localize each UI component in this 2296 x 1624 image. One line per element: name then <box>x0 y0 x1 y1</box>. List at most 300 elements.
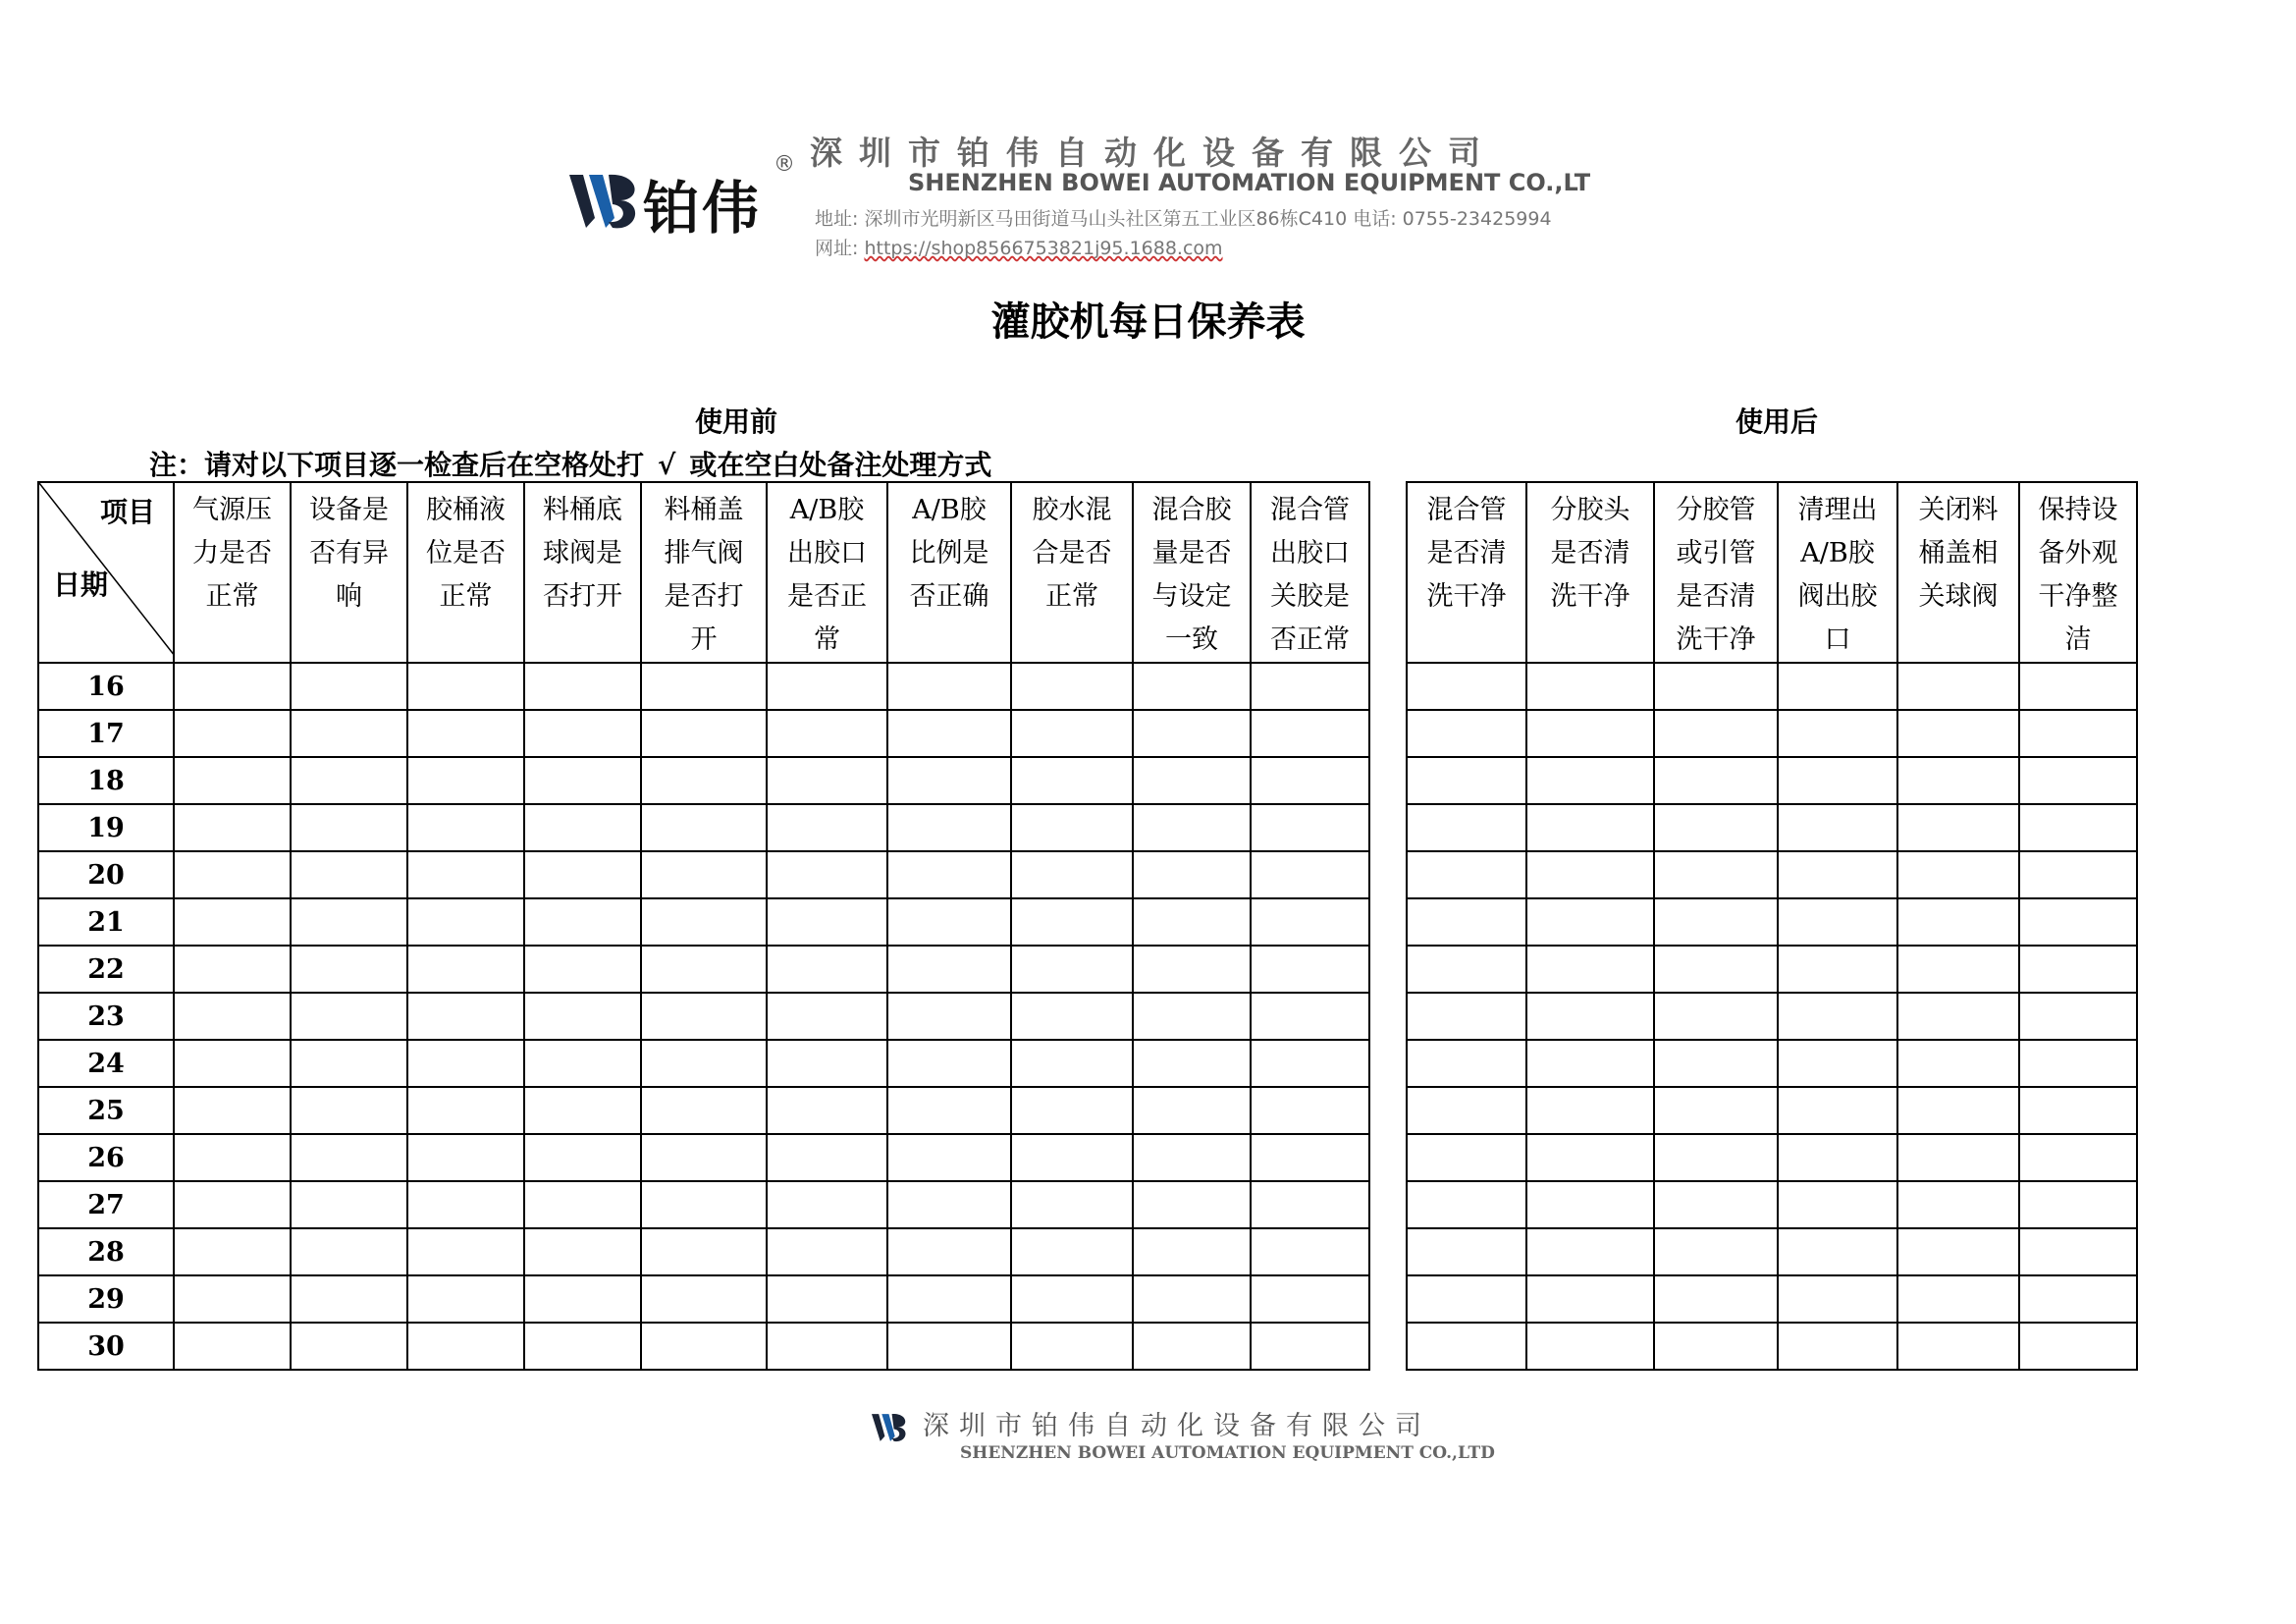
check-cell[interactable] <box>1897 1181 2019 1228</box>
check-cell[interactable] <box>291 1181 407 1228</box>
check-cell[interactable] <box>1654 851 1778 898</box>
check-cell[interactable] <box>291 1087 407 1134</box>
check-cell[interactable] <box>767 663 887 710</box>
check-cell[interactable] <box>767 1228 887 1275</box>
check-cell[interactable] <box>524 1134 641 1181</box>
check-cell[interactable] <box>524 993 641 1040</box>
check-cell[interactable] <box>291 663 407 710</box>
check-cell[interactable] <box>1133 898 1251 946</box>
check-cell[interactable] <box>1407 1181 1526 1228</box>
table-row <box>1407 1040 2137 1087</box>
column-header <box>1407 482 1526 663</box>
column-header-line: 保持设 <box>2038 495 2118 525</box>
check-cell[interactable] <box>1251 851 1369 898</box>
check-cell[interactable] <box>1654 1275 1778 1323</box>
check-cell[interactable] <box>887 1134 1011 1181</box>
check-cell[interactable] <box>1526 1228 1654 1275</box>
check-cell[interactable] <box>524 898 641 946</box>
check-cell[interactable] <box>1133 993 1251 1040</box>
column-header <box>407 482 524 663</box>
website-link[interactable]: https://shop8566753821j95.1688.com <box>864 238 1223 259</box>
date-cell: 28 <box>38 1228 174 1275</box>
check-cell[interactable] <box>407 1275 524 1323</box>
check-cell[interactable] <box>1011 1040 1133 1087</box>
column-header-line: 球阀是 <box>543 538 622 568</box>
check-cell[interactable] <box>1526 1181 1654 1228</box>
check-cell[interactable] <box>1407 898 1526 946</box>
column-header-line: 排气阀 <box>664 538 744 568</box>
column-header-line: 混合管 <box>1270 495 1350 525</box>
column-header-line: 或引管 <box>1676 538 1756 568</box>
column-header-line: 设备是 <box>309 495 389 525</box>
check-cell[interactable] <box>1897 1040 2019 1087</box>
check-cell[interactable] <box>407 710 524 757</box>
check-cell[interactable] <box>1897 1228 2019 1275</box>
check-cell[interactable] <box>1133 1275 1251 1323</box>
check-cell[interactable] <box>767 1181 887 1228</box>
check-cell[interactable] <box>1407 851 1526 898</box>
check-cell[interactable] <box>1011 946 1133 993</box>
date-cell: 30 <box>38 1323 174 1370</box>
check-cell[interactable] <box>1778 710 1897 757</box>
check-cell[interactable] <box>1251 1323 1369 1370</box>
check-cell[interactable] <box>2019 1181 2137 1228</box>
check-cell[interactable] <box>767 804 887 851</box>
check-cell[interactable] <box>1133 946 1251 993</box>
check-cell[interactable] <box>1133 1134 1251 1181</box>
check-cell[interactable] <box>174 946 291 993</box>
check-cell[interactable] <box>2019 1228 2137 1275</box>
check-cell[interactable] <box>1251 1040 1369 1087</box>
check-cell[interactable] <box>1407 1275 1526 1323</box>
check-cell[interactable] <box>1897 993 2019 1040</box>
table-row <box>38 1323 1369 1370</box>
check-cell[interactable] <box>1778 1087 1897 1134</box>
column-header-line: 关闭料 <box>1918 495 1999 525</box>
check-cell[interactable] <box>524 663 641 710</box>
check-cell[interactable] <box>524 946 641 993</box>
check-cell[interactable] <box>767 1040 887 1087</box>
check-cell[interactable] <box>641 851 767 898</box>
date-cell: 27 <box>38 1181 174 1228</box>
check-cell[interactable] <box>407 663 524 710</box>
check-cell[interactable] <box>641 804 767 851</box>
check-cell[interactable] <box>407 1134 524 1181</box>
check-cell[interactable] <box>1654 946 1778 993</box>
check-cell[interactable] <box>1897 851 2019 898</box>
check-cell[interactable] <box>407 898 524 946</box>
check-cell[interactable] <box>1778 946 1897 993</box>
check-cell[interactable] <box>1897 1323 2019 1370</box>
column-header-line: 关球阀 <box>1918 581 1999 612</box>
check-cell[interactable] <box>1133 851 1251 898</box>
section-label-after-use: 使用后 <box>1735 406 1818 438</box>
check-cell[interactable] <box>2019 851 2137 898</box>
check-cell[interactable] <box>407 1087 524 1134</box>
check-cell[interactable] <box>767 851 887 898</box>
check-cell[interactable] <box>1011 804 1133 851</box>
check-cell[interactable] <box>767 898 887 946</box>
check-cell[interactable] <box>641 710 767 757</box>
check-cell[interactable] <box>1654 663 1778 710</box>
column-header-line: 正常 <box>1045 581 1098 612</box>
check-cell[interactable] <box>1133 663 1251 710</box>
check-cell[interactable] <box>174 1087 291 1134</box>
check-cell[interactable] <box>2019 898 2137 946</box>
check-cell[interactable] <box>1778 851 1897 898</box>
check-cell[interactable] <box>887 993 1011 1040</box>
bowei-logo-icon <box>569 167 638 236</box>
check-cell[interactable] <box>2019 1134 2137 1181</box>
column-header-line: 备外观 <box>2038 538 2118 568</box>
company-name-cn: 深圳市铂伟自动化设备有限公司 <box>810 134 1497 172</box>
check-cell[interactable] <box>767 1087 887 1134</box>
check-cell[interactable] <box>2019 993 2137 1040</box>
check-cell[interactable] <box>1251 1228 1369 1275</box>
check-cell[interactable] <box>1407 757 1526 804</box>
check-cell[interactable] <box>767 1323 887 1370</box>
check-cell[interactable] <box>1778 1228 1897 1275</box>
check-cell[interactable] <box>524 1040 641 1087</box>
registered-mark: ® <box>774 152 795 177</box>
check-cell[interactable] <box>767 757 887 804</box>
check-cell[interactable] <box>1526 851 1654 898</box>
check-cell[interactable] <box>174 851 291 898</box>
check-cell[interactable] <box>887 1087 1011 1134</box>
table-row <box>38 757 1369 804</box>
check-cell[interactable] <box>1778 663 1897 710</box>
check-cell[interactable] <box>2019 663 2137 710</box>
check-cell[interactable] <box>1011 898 1133 946</box>
check-cell[interactable] <box>1133 804 1251 851</box>
check-cell[interactable] <box>524 1181 641 1228</box>
check-cell[interactable] <box>1897 710 2019 757</box>
check-cell[interactable] <box>1011 663 1133 710</box>
check-cell[interactable] <box>1251 804 1369 851</box>
check-cell[interactable] <box>291 898 407 946</box>
check-cell[interactable] <box>291 851 407 898</box>
check-cell[interactable] <box>2019 710 2137 757</box>
check-cell[interactable] <box>174 663 291 710</box>
table-row <box>38 710 1369 757</box>
check-cell[interactable] <box>1654 1134 1778 1181</box>
check-cell[interactable] <box>1407 1323 1526 1370</box>
check-cell[interactable] <box>1133 1040 1251 1087</box>
check-cell[interactable] <box>291 1323 407 1370</box>
check-cell[interactable] <box>1897 1275 2019 1323</box>
check-cell[interactable] <box>1251 1134 1369 1181</box>
column-header-line: 力是否 <box>192 538 272 568</box>
check-cell[interactable] <box>1251 898 1369 946</box>
check-cell[interactable] <box>1407 663 1526 710</box>
table-row <box>1407 1228 2137 1275</box>
check-cell[interactable] <box>1251 1087 1369 1134</box>
check-cell[interactable] <box>1011 1323 1133 1370</box>
column-header-line: 是否打 <box>664 581 744 612</box>
check-cell[interactable] <box>407 1323 524 1370</box>
check-cell[interactable] <box>174 804 291 851</box>
check-cell[interactable] <box>1654 757 1778 804</box>
check-cell[interactable] <box>407 757 524 804</box>
check-cell[interactable] <box>291 757 407 804</box>
check-cell[interactable] <box>1133 1181 1251 1228</box>
check-cell[interactable] <box>1897 804 2019 851</box>
check-cell[interactable] <box>291 1228 407 1275</box>
check-cell[interactable] <box>1011 993 1133 1040</box>
column-header-line: 正常 <box>205 581 259 612</box>
check-cell[interactable] <box>174 1323 291 1370</box>
check-cell[interactable] <box>641 1275 767 1323</box>
column-header <box>1778 482 1897 663</box>
check-cell[interactable] <box>524 1087 641 1134</box>
check-cell[interactable] <box>1526 993 1654 1040</box>
check-cell[interactable] <box>641 898 767 946</box>
logo-text: 铂伟 <box>643 175 762 242</box>
check-cell[interactable] <box>291 993 407 1040</box>
check-cell[interactable] <box>524 1275 641 1323</box>
check-cell[interactable] <box>1897 663 2019 710</box>
check-cell[interactable] <box>2019 757 2137 804</box>
check-cell[interactable] <box>767 710 887 757</box>
check-cell[interactable] <box>1526 1275 1654 1323</box>
check-cell[interactable] <box>1778 804 1897 851</box>
check-cell[interactable] <box>767 946 887 993</box>
check-cell[interactable] <box>1011 1228 1133 1275</box>
check-cell[interactable] <box>174 1181 291 1228</box>
check-cell[interactable] <box>1526 710 1654 757</box>
check-cell[interactable] <box>1654 710 1778 757</box>
column-header-line: 桶盖相 <box>1918 538 1999 568</box>
check-cell[interactable] <box>1897 757 2019 804</box>
column-header <box>291 482 407 663</box>
check-cell[interactable] <box>641 757 767 804</box>
check-cell[interactable] <box>174 1228 291 1275</box>
check-cell[interactable] <box>767 1275 887 1323</box>
check-cell[interactable] <box>2019 804 2137 851</box>
check-cell[interactable] <box>291 710 407 757</box>
column-header-line: 开 <box>690 624 718 655</box>
column-header-line: 料桶底 <box>543 495 622 525</box>
check-cell[interactable] <box>1654 1181 1778 1228</box>
check-cell[interactable] <box>2019 946 2137 993</box>
table-row <box>38 851 1369 898</box>
check-cell[interactable] <box>887 1323 1011 1370</box>
check-cell[interactable] <box>291 1134 407 1181</box>
check-cell[interactable] <box>1011 1087 1133 1134</box>
check-cell[interactable] <box>1251 710 1369 757</box>
check-cell[interactable] <box>1011 710 1133 757</box>
check-cell[interactable] <box>767 1134 887 1181</box>
check-cell[interactable] <box>1526 1323 1654 1370</box>
check-cell[interactable] <box>641 1040 767 1087</box>
table-row <box>38 663 1369 710</box>
table-row <box>1407 946 2137 993</box>
check-cell[interactable] <box>1251 757 1369 804</box>
check-cell[interactable] <box>407 851 524 898</box>
column-header-line: 分胶管 <box>1676 495 1756 525</box>
check-cell[interactable] <box>2019 1323 2137 1370</box>
check-cell[interactable] <box>1133 1228 1251 1275</box>
check-cell[interactable] <box>641 1228 767 1275</box>
check-cell[interactable] <box>1526 757 1654 804</box>
check-cell[interactable] <box>1251 993 1369 1040</box>
check-cell[interactable] <box>1654 804 1778 851</box>
check-cell[interactable] <box>1654 993 1778 1040</box>
column-header-line: 洗干净 <box>1426 581 1507 612</box>
check-cell[interactable] <box>1407 710 1526 757</box>
column-header <box>174 482 291 663</box>
check-cell[interactable] <box>887 898 1011 946</box>
check-cell[interactable] <box>1011 757 1133 804</box>
check-cell[interactable] <box>174 1134 291 1181</box>
table-row <box>1407 851 2137 898</box>
check-cell[interactable] <box>641 1181 767 1228</box>
check-cell[interactable] <box>174 1040 291 1087</box>
column-header-line: 洗干净 <box>1550 581 1630 612</box>
check-cell[interactable] <box>641 663 767 710</box>
check-cell[interactable] <box>887 1040 1011 1087</box>
check-cell[interactable] <box>1133 1087 1251 1134</box>
check-cell[interactable] <box>1526 1134 1654 1181</box>
check-cell[interactable] <box>407 993 524 1040</box>
check-cell[interactable] <box>524 851 641 898</box>
column-header <box>1526 482 1654 663</box>
check-cell[interactable] <box>767 993 887 1040</box>
column-header-line: 是否正 <box>787 581 867 612</box>
check-cell[interactable] <box>407 1040 524 1087</box>
check-cell[interactable] <box>407 1181 524 1228</box>
check-cell[interactable] <box>1133 1323 1251 1370</box>
table-row <box>38 1040 1369 1087</box>
check-cell[interactable] <box>1407 1134 1526 1181</box>
check-cell[interactable] <box>1407 1087 1526 1134</box>
check-cell[interactable] <box>174 993 291 1040</box>
check-cell[interactable] <box>174 1275 291 1323</box>
check-cell[interactable] <box>1654 1323 1778 1370</box>
check-cell[interactable] <box>1133 757 1251 804</box>
check-cell[interactable] <box>291 1275 407 1323</box>
check-cell[interactable] <box>887 1181 1011 1228</box>
checkmark-icon: √ <box>658 449 676 481</box>
check-cell[interactable] <box>1778 1275 1897 1323</box>
check-cell[interactable] <box>1251 946 1369 993</box>
check-cell[interactable] <box>1526 1087 1654 1134</box>
check-cell[interactable] <box>2019 1040 2137 1087</box>
column-header-line: 否正确 <box>909 581 989 612</box>
check-cell[interactable] <box>524 757 641 804</box>
check-cell[interactable] <box>887 1275 1011 1323</box>
check-cell[interactable] <box>1654 1040 1778 1087</box>
column-header-line: 出胶口 <box>787 538 867 568</box>
check-cell[interactable] <box>2019 1087 2137 1134</box>
check-cell[interactable] <box>1778 1323 1897 1370</box>
table-row <box>38 804 1369 851</box>
table-row <box>1407 898 2137 946</box>
check-cell[interactable] <box>1526 804 1654 851</box>
check-cell[interactable] <box>1251 1181 1369 1228</box>
check-cell[interactable] <box>524 710 641 757</box>
check-cell[interactable] <box>641 1087 767 1134</box>
check-cell[interactable] <box>1654 1228 1778 1275</box>
check-cell[interactable] <box>1011 1134 1133 1181</box>
check-cell[interactable] <box>1011 1275 1133 1323</box>
check-cell[interactable] <box>887 1228 1011 1275</box>
check-cell[interactable] <box>1778 898 1897 946</box>
check-cell[interactable] <box>1407 946 1526 993</box>
check-cell[interactable] <box>1526 1040 1654 1087</box>
check-cell[interactable] <box>1251 663 1369 710</box>
table-row <box>1407 1275 2137 1323</box>
check-cell[interactable] <box>1011 851 1133 898</box>
check-cell[interactable] <box>407 804 524 851</box>
check-cell[interactable] <box>1778 993 1897 1040</box>
check-cell[interactable] <box>1407 804 1526 851</box>
check-cell[interactable] <box>1654 898 1778 946</box>
check-cell[interactable] <box>407 946 524 993</box>
check-cell[interactable] <box>291 1040 407 1087</box>
check-cell[interactable] <box>1407 1040 1526 1087</box>
check-cell[interactable] <box>1654 1087 1778 1134</box>
check-cell[interactable] <box>641 946 767 993</box>
check-cell[interactable] <box>524 804 641 851</box>
check-cell[interactable] <box>291 804 407 851</box>
check-cell[interactable] <box>1526 663 1654 710</box>
check-cell[interactable] <box>291 946 407 993</box>
date-cell: 29 <box>38 1275 174 1323</box>
check-cell[interactable] <box>1778 757 1897 804</box>
check-cell[interactable] <box>1011 1181 1133 1228</box>
check-cell[interactable] <box>641 1134 767 1181</box>
check-cell[interactable] <box>174 710 291 757</box>
check-cell[interactable] <box>1778 1134 1897 1181</box>
check-cell[interactable] <box>641 1323 767 1370</box>
check-cell[interactable] <box>1897 946 2019 993</box>
check-cell[interactable] <box>174 898 291 946</box>
check-cell[interactable] <box>887 757 1011 804</box>
check-cell[interactable] <box>1526 946 1654 993</box>
check-cell[interactable] <box>1778 1040 1897 1087</box>
column-header-line: 干净整 <box>2038 581 2118 612</box>
check-cell[interactable] <box>1133 710 1251 757</box>
check-cell[interactable] <box>1897 1087 2019 1134</box>
check-cell[interactable] <box>1897 898 2019 946</box>
check-cell[interactable] <box>887 663 1011 710</box>
check-cell[interactable] <box>2019 1275 2137 1323</box>
check-cell[interactable] <box>887 851 1011 898</box>
check-cell[interactable] <box>1897 1134 2019 1181</box>
check-cell[interactable] <box>174 757 291 804</box>
table-row <box>1407 804 2137 851</box>
check-cell[interactable] <box>1526 898 1654 946</box>
check-cell[interactable] <box>1407 993 1526 1040</box>
date-cell: 19 <box>38 804 174 851</box>
check-cell[interactable] <box>524 1228 641 1275</box>
company-letterhead <box>564 128 1703 275</box>
check-cell[interactable] <box>641 993 767 1040</box>
check-cell[interactable] <box>1778 1181 1897 1228</box>
column-header <box>1133 482 1251 663</box>
check-cell[interactable] <box>887 946 1011 993</box>
check-cell[interactable] <box>1251 1275 1369 1323</box>
check-cell[interactable] <box>524 1323 641 1370</box>
check-cell[interactable] <box>887 710 1011 757</box>
column-header <box>1654 482 1778 663</box>
corner-item-label: 项目 <box>99 496 155 528</box>
column-header-line: 常 <box>814 624 840 655</box>
check-cell[interactable] <box>887 804 1011 851</box>
check-cell[interactable] <box>407 1228 524 1275</box>
check-cell[interactable] <box>1407 1228 1526 1275</box>
